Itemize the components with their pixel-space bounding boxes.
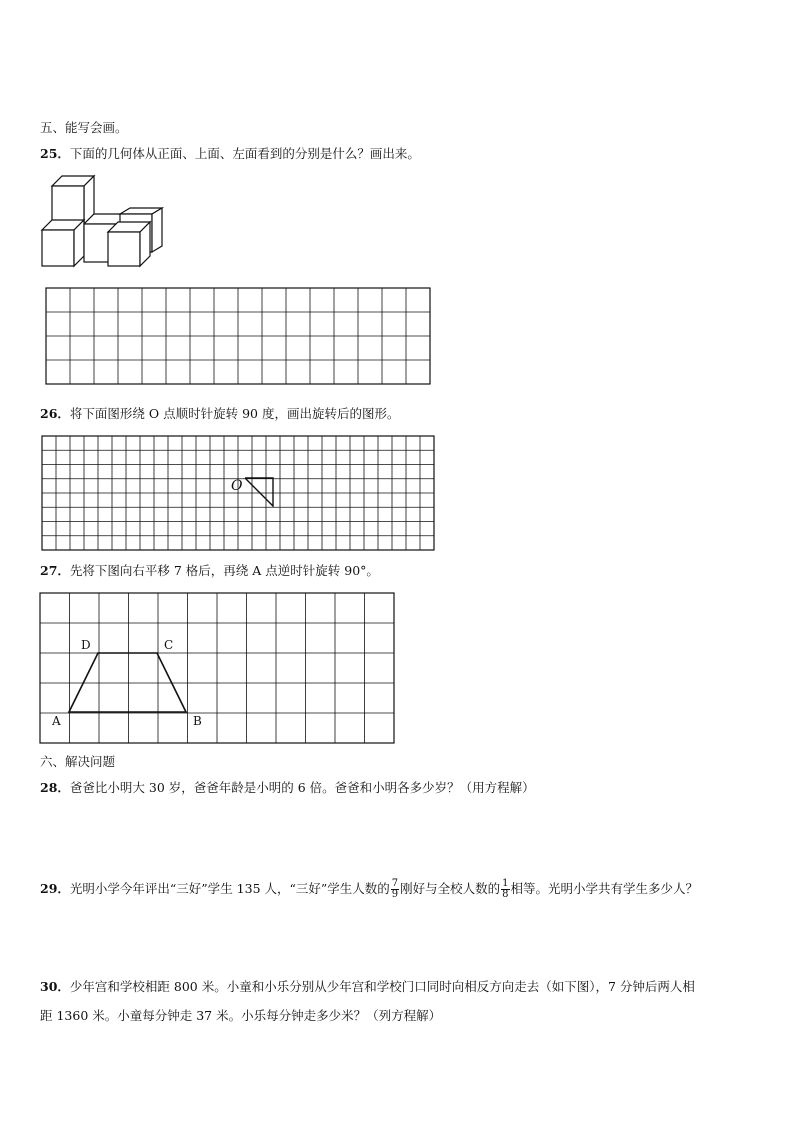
question-26-text: 将下面图形绕 O 点顺时针旋转 90 度，画出旋转后的图形。 — [69, 406, 400, 421]
question-26-number: 26． — [40, 406, 70, 421]
question-30-line-2: 距 1360 米。小童每分钟走 37 米。小乐每分钟走多少米？（列方程解） — [40, 1008, 442, 1023]
question-27-number: 27． — [40, 563, 70, 578]
answer-grid-25 — [45, 287, 431, 385]
question-27-text: 先将下图向右平移 7 格后，再绕 A 点逆时针旋转 90°。 — [69, 563, 379, 578]
label-c: C — [164, 638, 174, 652]
question-29-text-b: 刚好与全校人数的 — [400, 881, 501, 896]
label-b: B — [193, 714, 202, 728]
question-29-number: 29． — [40, 881, 70, 896]
question-29 — [40, 877, 698, 901]
question-27 — [40, 563, 379, 579]
question-30-line-1 — [40, 979, 695, 995]
question-29-text-a: 光明小学今年评出“三好”学生 135 人，“三好”学生人数的 — [69, 881, 390, 896]
question-25-text: 下面的几何体从正面、上面、左面看到的分别是什么？画出来。 — [69, 146, 420, 161]
fraction-2-numerator: 1 — [502, 878, 509, 889]
question-28-text: 爸爸比小明大 30 岁，爸爸年龄是小明的 6 倍。爸爸和小明各多少岁？（用方程解） — [69, 780, 535, 795]
label-d: D — [81, 638, 91, 652]
section-five-heading: 五、能写会画。 — [40, 120, 128, 135]
question-29-text-c: 相等。光明小学共有学生多少人？ — [510, 881, 699, 896]
question-25 — [40, 146, 420, 162]
question-28-number: 28． — [40, 780, 70, 795]
question-26 — [40, 406, 399, 422]
trapezoid-abcd — [69, 653, 186, 712]
rotation-grid-26 — [41, 434, 435, 552]
question-30-text-1: 少年宫和学校相距 800 米。小童和小乐分别从少年宫和学校门口同时向相反方向走去（如下图），7 分钟后两人相 — [69, 979, 695, 994]
rotation-triangle — [245, 478, 273, 506]
fraction-seven-ninths — [391, 879, 399, 900]
question-28 — [40, 780, 535, 796]
label-a: A — [52, 714, 61, 728]
question-25-number: 25． — [40, 146, 70, 161]
fraction-2-denominator: 8 — [502, 889, 509, 900]
fraction-one-eighth — [501, 879, 509, 900]
fraction-1-denominator: 9 — [391, 889, 399, 900]
translation-grid-27 — [39, 592, 395, 744]
point-o-label: O — [231, 478, 243, 494]
question-30-number: 30． — [40, 979, 70, 994]
section-six-heading: 六、解决问题 — [40, 754, 116, 769]
cube-solid-figure — [40, 174, 165, 268]
fraction-1-numerator: 7 — [391, 878, 399, 889]
